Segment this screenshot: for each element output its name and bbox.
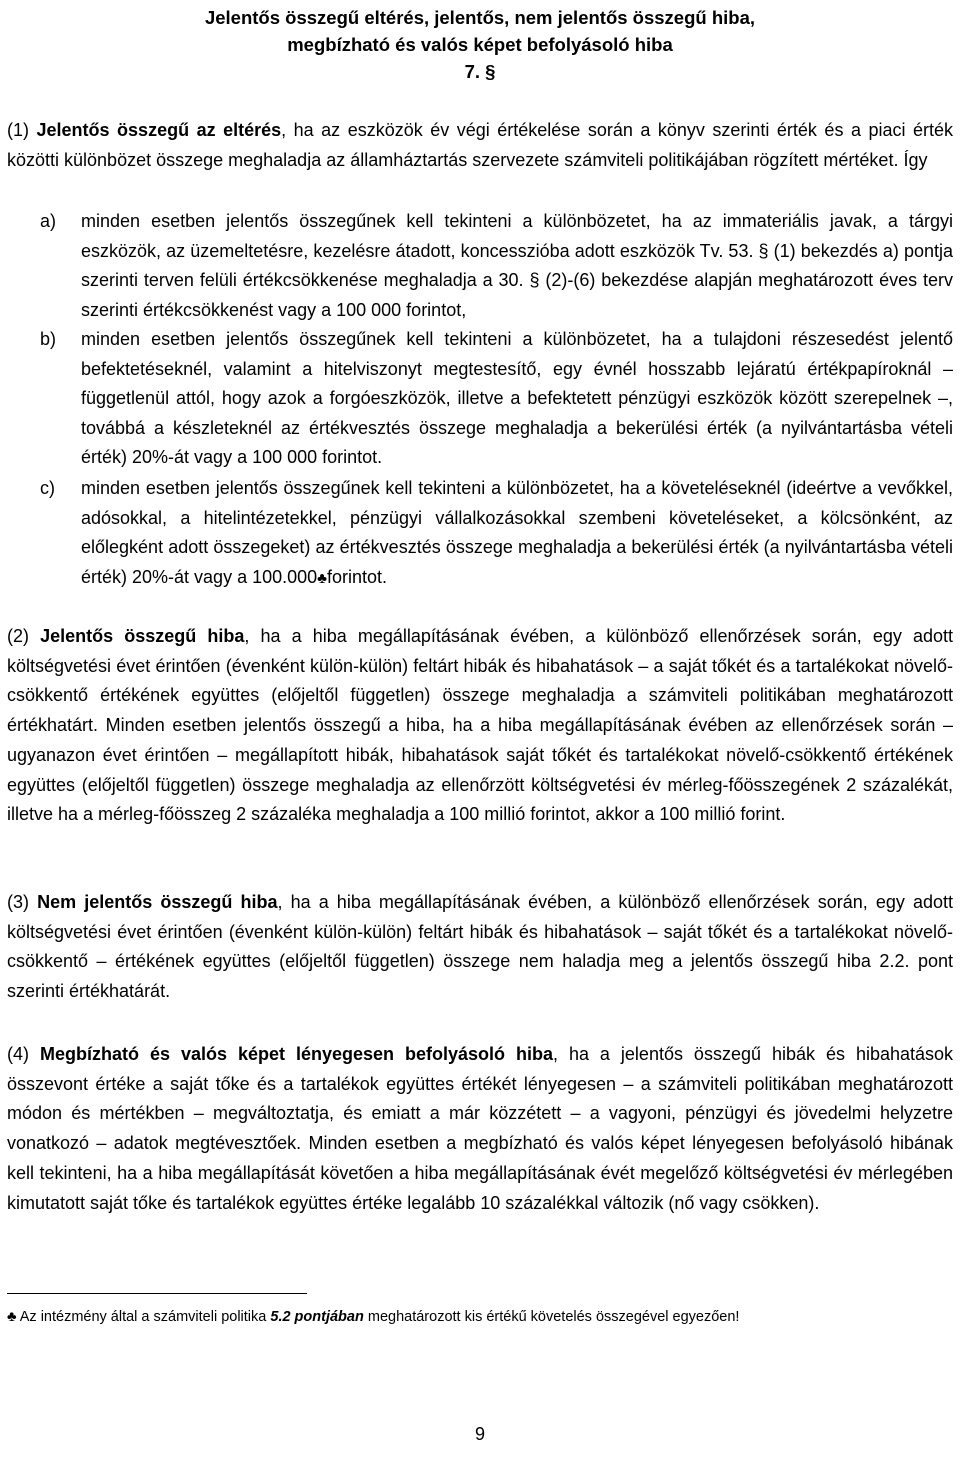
list-item-text: minden esetben jelentős összegűnek kell tekinteni a különbözetet, ha az immateriális javak, a tárgyi eszközök, az üzemeltetésre, kezelésre átadott, koncesszióba adott eszközök Tv. 53. § (1) bekezdés a) pontja szerinti terven felüli értékcsökkenése meghaladja a 30. § (2)-(6) bekezdése alapján meghatározott éves terv szerinti értékcsökkenést vagy a 100 000 forintot, [81, 211, 953, 320]
section-2-paragraph [7, 622, 953, 830]
section-4-text: , ha a jelentős összegű hibák és hibahatások összevont értéke a saját tőke és a tartalékok együttes értékét lényegesen – a számviteli politikában meghatározott módon és mértékben – megváltoztatja, és emiatt a már közzétett – a vagyoni, pénzügyi és jövedelmi helyzetre vonatkozó – adatok megtévesztőek. Minden esetben a megbízható és valós képet lényegesen befolyásoló hibának kell tekinteni, ha a hiba megállapítását követően a hiba megállapításának évét megelőző költségvetési év mérlegében kimutatott saját tőke és tartalékok együttes értéke legalább 10 százalékkal változik (nő vagy csökken). [7, 1044, 954, 1213]
list-item-text: minden esetben jelentős összegűnek kell tekinteni a különbözetet, ha a tulajdoni részesedést jelentő befektetéseknél, valamint a hitelviszonyt megtestesítő, egy évnél hosszabb lejáratú értékpapíroknál – függetlenül attól, hogy azok a forgóeszközök, illetve a befektetett pénzügyi eszközök között szerepelnek –, továbbá a készleteknél az értékvesztés összege meghaladja a bekerülési érték (a nyilvántartásba vételi érték) 20%-át vagy a 100 000 forintot. [81, 329, 953, 467]
section-2-number: (2) [7, 626, 41, 646]
section-2-text: , ha a hiba megállapításának évében, a különböző ellenőrzések során, egy adott költségvetési évet érintően (évenként külön-külön) feltárt hibák és hibahatások – a saját tőkét és a tartalékokat növelő-csökkentő értékének együttes (előjeltől független) összege meghaladja a számviteli politikában meghatározott értékhatárt. Minden esetben jelentős összegű a hiba, ha a hiba megállapításának évében az ellenőrzések során – ugyanazon évet érintően – megállapított hibák, hibahatások saját tőkét és tartalékokat növelő-csökkentő értékének együttes (előjeltől független) összege meghaladja az ellenőrzött költségvetési év mérleg-főösszegének 2 százalékát, illetve ha a mérleg-főösszeg 2 százaléka meghaladja a 100 millió forintot, akkor a 100 millió forint. [7, 626, 953, 825]
list-item-text-body: minden esetben jelentős összegűnek kell tekinteni a különbözetet, ha a követeléseknél (ideértve a vevőkkel, adósokkal, a hitelintézetekkel, pénzügyi vállalkozásokkal szembeni követeléseket, a kölcsönként, az előlegként adott összegeket) az értékvesztés összege meghaladja a bekerülési érték (a nyilvántartásba vételi érték) 20%-át vagy a 100.000 [81, 478, 953, 587]
list-item-label: a) [40, 211, 57, 231]
footnote-separator [7, 1293, 307, 1294]
section-4-paragraph [7, 1040, 953, 1218]
list-item-text [81, 474, 953, 593]
section-3-text: , ha a hiba megállapításának évében, a különböző ellenőrzések során, egy adott költségvetési évet érintően (évenként külön-külön) feltárt hibák és hibahatások – saját tőkét és a tartalékokat növelő-csökkentő – értékének együttes (előjeltől független) összege nem haladja meg a jelentős összegű hiba 2.2. pont szerinti értékhatárát. [7, 892, 954, 1002]
section-1-intro [7, 116, 953, 175]
list-item-label: b) [40, 329, 57, 349]
heading-line-2: megbízható és valós képet befolyásoló hiba [287, 34, 673, 55]
section-4-term: Megbízható és valós képet lényegesen befolyásoló hiba [39, 1044, 553, 1064]
section-4-number: (4) [7, 1044, 40, 1064]
section-2-term: Jelentős összegű hiba [40, 626, 245, 646]
footnote-marker: ♣ [7, 1309, 17, 1325]
section-1-number: (1) [7, 120, 37, 140]
heading-line-1: Jelentős összegű eltérés, jelentős, nem jelentős összegű hiba, [204, 7, 756, 28]
list-item-text-tail: forintot. [327, 566, 388, 587]
section-1-term: Jelentős összegű az eltérés [36, 120, 282, 140]
footnote-emphasis: 5.2 pontjában [270, 1309, 364, 1325]
section-1-text: , ha az eszközök év végi értékelése során a könyv szerinti érték és a piaci érték közötti különbözet összege meghaladja az államháztartás szervezete számviteli politikájában rögzített mértéket. Így [7, 120, 954, 170]
section-3-term: Nem jelentős összegű hiba [37, 892, 278, 912]
footnote [7, 1306, 953, 1328]
club-footnote-marker: ♣ [317, 569, 327, 587]
footnote-text-before: Az intézmény által a számviteli politika [16, 1309, 271, 1325]
section-3-number: (3) [7, 892, 38, 912]
section-3-paragraph [7, 888, 953, 1007]
heading-section-number: 7. § [464, 61, 496, 82]
page-number: 9 [474, 1424, 485, 1444]
footnote-text-after: meghatározott kis értékű követelés összegével egyezően! [363, 1309, 740, 1325]
list-item-label: c) [40, 478, 55, 498]
